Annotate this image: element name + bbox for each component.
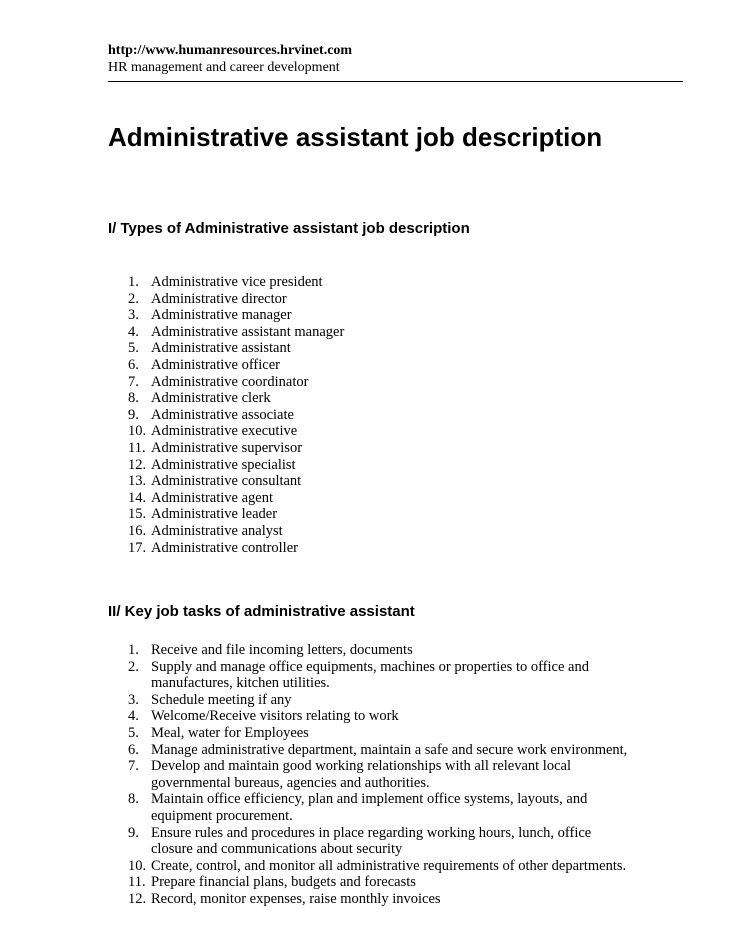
item-number: 13. — [128, 473, 147, 490]
item-text: Administrative executive — [151, 423, 298, 440]
list-item — [128, 490, 528, 507]
list-item — [128, 874, 628, 891]
item-number: 14. — [128, 489, 147, 506]
item-text: Administrative associate — [151, 406, 294, 423]
item-number: 2. — [128, 290, 139, 307]
item-text: Administrative assistant — [151, 340, 291, 357]
item-text: Administrative analyst — [151, 522, 283, 539]
item-number: 8. — [128, 791, 139, 808]
item-number: 1. — [128, 642, 139, 658]
list-item — [128, 390, 528, 407]
header-subtitle: HR management and career development — [108, 60, 340, 75]
document-title: Administrative assistant job description — [108, 122, 603, 152]
header-url: http://www.humanresources.hrvinet.com — [108, 43, 353, 58]
item-number: 9. — [128, 824, 139, 841]
item-number: 11. — [128, 874, 146, 891]
header-divider — [108, 81, 683, 82]
list-item — [128, 473, 528, 490]
item-text: Administrative supervisor — [151, 439, 303, 456]
item-number: 6. — [128, 356, 139, 373]
list-item — [128, 523, 528, 540]
list-item — [128, 357, 528, 374]
section2-list — [128, 642, 628, 908]
list-item — [128, 291, 528, 308]
list-item — [128, 692, 628, 709]
item-number: 7. — [128, 373, 139, 390]
item-number: 10. — [128, 857, 147, 874]
section1-heading: I/ Types of Administrative assistant job description — [108, 220, 470, 237]
item-number: 5. — [128, 724, 139, 741]
item-text: Administrative vice president — [151, 274, 323, 290]
list-item — [128, 858, 628, 875]
item-text: Receive and file incoming letters, documents — [151, 642, 413, 658]
item-number: 16. — [128, 522, 147, 539]
item-number: 7. — [128, 758, 139, 775]
item-text: Manage administrative department, maintain a safe and secure work environment, — [151, 741, 628, 758]
item-text: Supply and manage office equipments, machines or properties to office and manufactures, kitchen utilities. — [151, 658, 589, 692]
item-number: 17. — [128, 539, 147, 556]
item-number: 9. — [128, 406, 139, 423]
item-text: Prepare financial plans, budgets and forecasts — [151, 874, 416, 891]
list-item — [128, 758, 628, 791]
list-item — [128, 825, 628, 858]
item-number: 12. — [128, 456, 147, 473]
item-text: Administrative director — [151, 290, 287, 307]
item-text: Administrative assistant manager — [151, 323, 345, 340]
list-item — [128, 423, 528, 440]
list-item — [128, 374, 528, 391]
item-number: 8. — [128, 390, 139, 407]
item-number: 3. — [128, 691, 139, 708]
item-number: 3. — [128, 307, 139, 324]
list-item — [128, 540, 528, 557]
section2-heading: II/ Key job tasks of administrative assistant — [108, 603, 415, 620]
item-text: Create, control, and monitor all administrative requirements of other departments. — [151, 857, 627, 874]
list-item — [128, 659, 628, 692]
item-text: Ensure rules and procedures in place regarding working hours, lunch, office closure and communications about security — [151, 824, 592, 858]
item-text: Meal, water for Employees — [151, 724, 309, 741]
item-number: 4. — [128, 323, 139, 340]
item-number: 10. — [128, 423, 147, 440]
list-item — [128, 440, 528, 457]
item-text: Administrative officer — [151, 356, 280, 373]
item-text: Administrative leader — [151, 506, 278, 523]
item-text: Develop and maintain good working relationships with all relevant local governmental bureaus, agencies and authorities. — [151, 758, 571, 791]
item-number: 11. — [128, 439, 146, 456]
item-text: Administrative clerk — [151, 390, 271, 407]
item-text: Schedule meeting if any — [151, 691, 292, 708]
item-number: 5. — [128, 340, 139, 357]
list-item — [128, 324, 528, 341]
item-text: Administrative manager — [151, 307, 292, 324]
list-item — [128, 891, 628, 908]
list-item — [128, 340, 528, 357]
item-text: Administrative consultant — [151, 473, 302, 490]
item-number: 15. — [128, 506, 147, 523]
list-item — [128, 407, 528, 424]
list-item — [128, 506, 528, 523]
list-item — [128, 642, 628, 659]
item-text: Administrative coordinator — [151, 373, 309, 390]
list-item — [128, 742, 628, 759]
section1-list — [128, 274, 528, 556]
item-text: Record, monitor expenses, raise monthly invoices — [151, 890, 441, 907]
item-text: Welcome/Receive visitors relating to work — [151, 708, 399, 725]
list-item — [128, 457, 528, 474]
list-item — [128, 791, 628, 824]
list-item — [128, 708, 628, 725]
item-number: 6. — [128, 741, 139, 758]
item-text: Administrative specialist — [151, 456, 296, 473]
item-number: 1. — [128, 274, 139, 290]
list-item — [128, 307, 528, 324]
item-text: Administrative controller — [151, 539, 298, 556]
item-number: 2. — [128, 658, 139, 675]
list-item — [128, 725, 628, 742]
page-header — [108, 42, 683, 76]
item-text: Maintain office efficiency, plan and implement office systems, layouts, and equipment procurement. — [151, 791, 588, 824]
item-number: 4. — [128, 708, 139, 725]
list-item — [128, 274, 528, 291]
item-text: Administrative agent — [151, 489, 274, 506]
item-number: 12. — [128, 890, 147, 907]
